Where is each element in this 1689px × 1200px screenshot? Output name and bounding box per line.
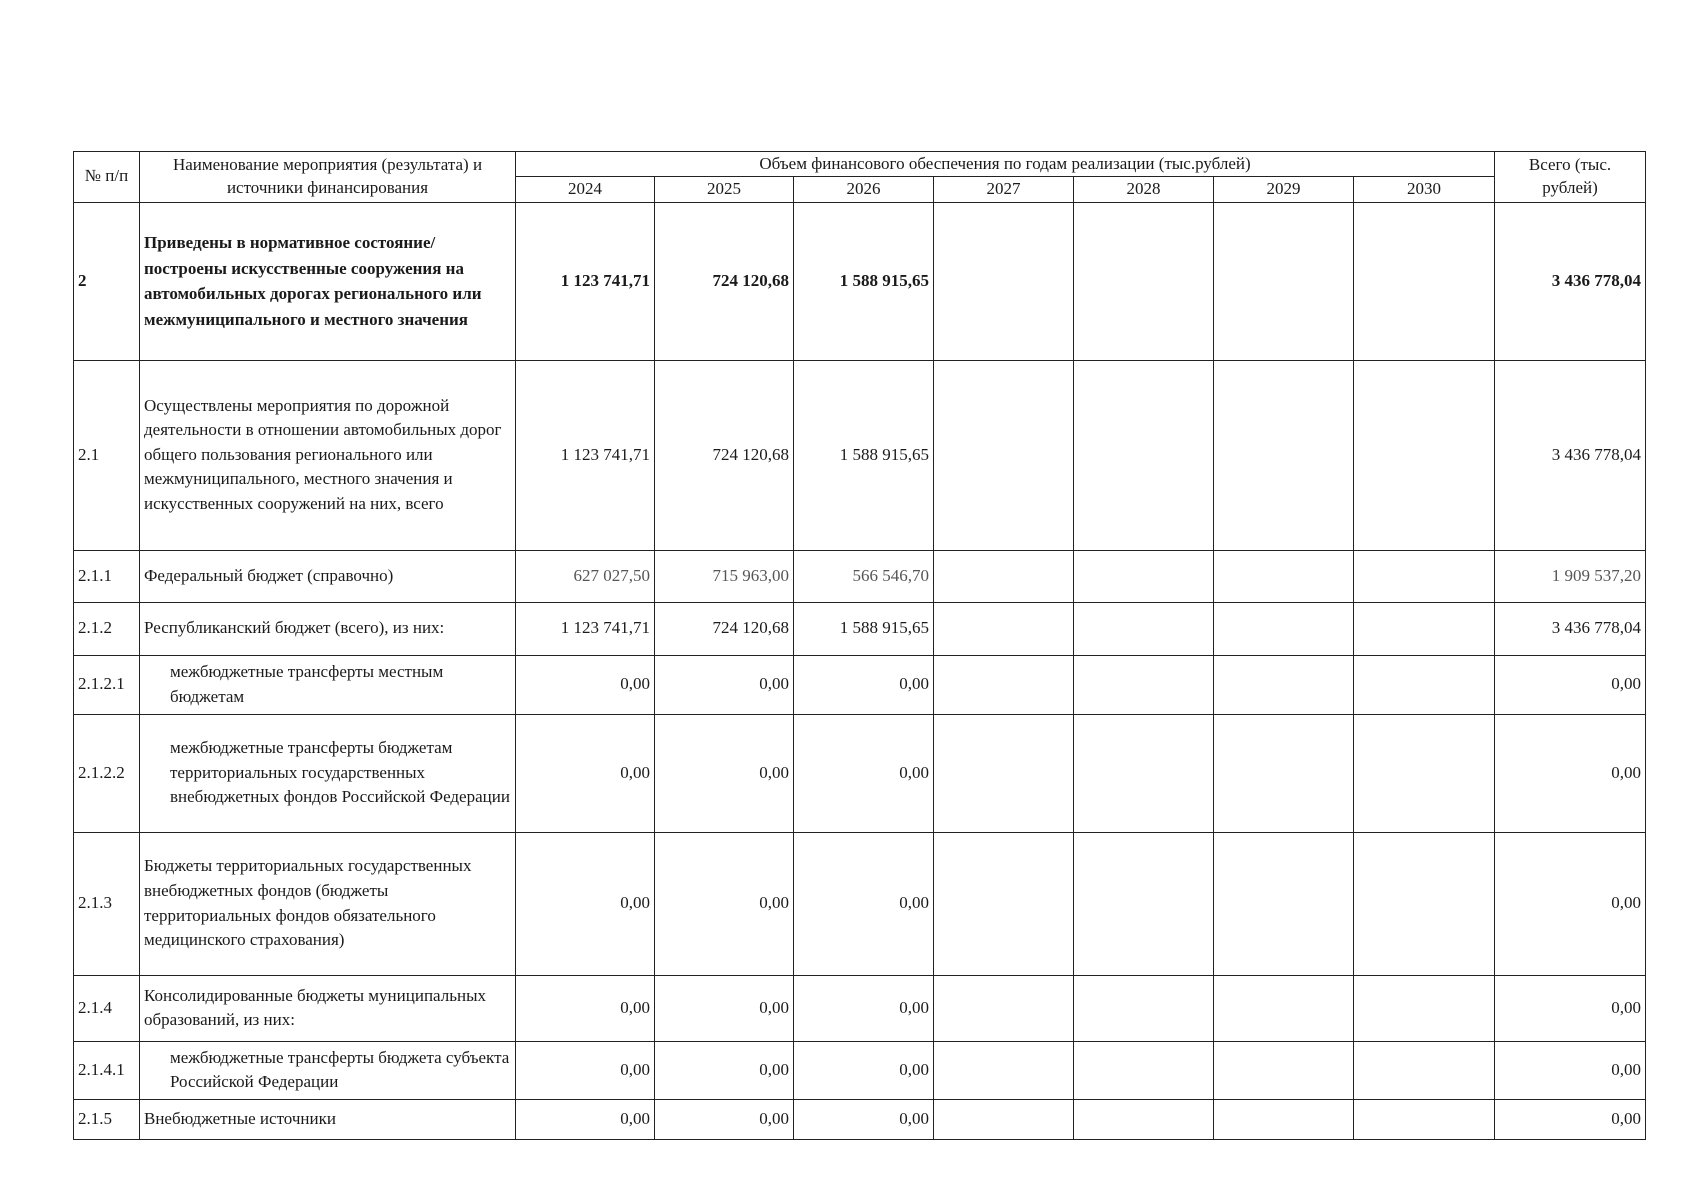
value-2028 [1074,360,1214,550]
value-2026: 566 546,70 [794,550,934,602]
row-name: межбюджетные трансферты местным бюджетам [140,655,516,714]
value-2027 [934,1099,1074,1139]
value-total: 3 436 778,04 [1495,360,1646,550]
table-row [74,202,1646,360]
value-total: 0,00 [1495,1041,1646,1099]
value-2024: 0,00 [516,655,655,714]
value-2026: 1 588 915,65 [794,360,934,550]
value-total: 3 436 778,04 [1495,602,1646,655]
row-number: 2.1.3 [74,832,140,975]
value-2025: 0,00 [655,832,794,975]
table-row [74,714,1646,832]
value-2028 [1074,1041,1214,1099]
value-2026: 0,00 [794,975,934,1041]
row-name: межбюджетные трансферты бюджетам территориальных государственных внебюджетных фондов Российской Федерации [140,714,516,832]
row-number: 2.1.1 [74,550,140,602]
row-number: 2.1.5 [74,1099,140,1139]
value-2030 [1354,714,1495,832]
value-2025: 724 120,68 [655,202,794,360]
value-2025: 0,00 [655,714,794,832]
header-number: № п/п [74,152,140,203]
value-2029 [1214,202,1354,360]
row-name: Осуществлены мероприятия по дорожной деятельности в отношении автомобильных дорог общего пользования регионального или межмуниципального, местного значения и искусственных сооружений на них, всего [140,360,516,550]
row-number: 2.1.4.1 [74,1041,140,1099]
value-2030 [1354,360,1495,550]
value-2024: 0,00 [516,832,655,975]
value-2027 [934,602,1074,655]
row-name: Бюджеты территориальных государственных внебюджетных фондов (бюджеты территориальных фондов обязательного медицинского страхования) [140,832,516,975]
value-total: 0,00 [1495,655,1646,714]
value-2027 [934,360,1074,550]
value-2024: 0,00 [516,975,655,1041]
financing-table [73,151,1646,1140]
value-total: 0,00 [1495,714,1646,832]
value-2030 [1354,1041,1495,1099]
header-total: Всего (тыс. рублей) [1495,152,1646,203]
row-name: Консолидированные бюджеты муниципальных образований, из них: [140,975,516,1041]
value-2028 [1074,1099,1214,1139]
value-2027 [934,550,1074,602]
value-2025: 724 120,68 [655,602,794,655]
value-2030 [1354,975,1495,1041]
row-name: Приведены в нормативное состояние/построены искусственные сооружения на автомобильных дорогах регионального или межмуниципального и местного значения [140,202,516,360]
value-2029 [1214,655,1354,714]
row-number: 2.1.2 [74,602,140,655]
value-2025: 715 963,00 [655,550,794,602]
table-row [74,655,1646,714]
value-2028 [1074,975,1214,1041]
row-number: 2.1.2.1 [74,655,140,714]
value-2025: 0,00 [655,1099,794,1139]
value-2030 [1354,1099,1495,1139]
header-year: 2024 [516,177,655,203]
table-row [74,832,1646,975]
value-2028 [1074,602,1214,655]
value-total: 0,00 [1495,975,1646,1041]
value-2029 [1214,1099,1354,1139]
value-2029 [1214,360,1354,550]
value-2025: 0,00 [655,1041,794,1099]
value-2027 [934,832,1074,975]
value-2029 [1214,602,1354,655]
value-2026: 0,00 [794,832,934,975]
value-2028 [1074,714,1214,832]
value-2030 [1354,655,1495,714]
row-number: 2.1.4 [74,975,140,1041]
table-row [74,1099,1646,1139]
table-row [74,360,1646,550]
table-body [74,202,1646,1139]
value-2028 [1074,550,1214,602]
value-total: 0,00 [1495,832,1646,975]
value-2024: 0,00 [516,1041,655,1099]
value-2030 [1354,550,1495,602]
value-2026: 1 588 915,65 [794,602,934,655]
row-name: Республиканский бюджет (всего), из них: [140,602,516,655]
value-2026: 0,00 [794,1041,934,1099]
header-financing-volume: Объем финансового обеспечения по годам реализации (тыс.рублей) [516,152,1495,177]
value-2029 [1214,1041,1354,1099]
value-2027 [934,1041,1074,1099]
header-year: 2029 [1214,177,1354,203]
value-total: 3 436 778,04 [1495,202,1646,360]
value-2030 [1354,602,1495,655]
value-2024: 627 027,50 [516,550,655,602]
value-2026: 0,00 [794,1099,934,1139]
header-year: 2025 [655,177,794,203]
header-year: 2026 [794,177,934,203]
financing-table-sheet [73,151,1645,1140]
table-row [74,1041,1646,1099]
table-row [74,975,1646,1041]
value-2029 [1214,975,1354,1041]
row-number: 2.1 [74,360,140,550]
value-2025: 0,00 [655,975,794,1041]
value-2030 [1354,202,1495,360]
value-2028 [1074,655,1214,714]
value-2030 [1354,832,1495,975]
header-year: 2028 [1074,177,1214,203]
row-name: Федеральный бюджет (справочно) [140,550,516,602]
row-name: межбюджетные трансферты бюджета субъекта Российской Федерации [140,1041,516,1099]
value-2027 [934,202,1074,360]
value-2026: 0,00 [794,655,934,714]
value-2026: 0,00 [794,714,934,832]
row-name: Внебюджетные источники [140,1099,516,1139]
value-2027 [934,655,1074,714]
value-2024: 0,00 [516,714,655,832]
row-number: 2 [74,202,140,360]
value-2029 [1214,832,1354,975]
row-number: 2.1.2.2 [74,714,140,832]
value-2026: 1 588 915,65 [794,202,934,360]
value-2029 [1214,550,1354,602]
table-header [74,152,1646,203]
table-row [74,602,1646,655]
value-2024: 1 123 741,71 [516,202,655,360]
header-year: 2030 [1354,177,1495,203]
value-2027 [934,714,1074,832]
value-2028 [1074,832,1214,975]
value-total: 1 909 537,20 [1495,550,1646,602]
value-2028 [1074,202,1214,360]
value-2029 [1214,714,1354,832]
table-row [74,550,1646,602]
value-2024: 1 123 741,71 [516,602,655,655]
value-2025: 0,00 [655,655,794,714]
header-activity-name: Наименование мероприятия (результата) и источники финансирования [140,152,516,203]
value-2024: 1 123 741,71 [516,360,655,550]
header-year: 2027 [934,177,1074,203]
value-2024: 0,00 [516,1099,655,1139]
value-total: 0,00 [1495,1099,1646,1139]
value-2025: 724 120,68 [655,360,794,550]
value-2027 [934,975,1074,1041]
